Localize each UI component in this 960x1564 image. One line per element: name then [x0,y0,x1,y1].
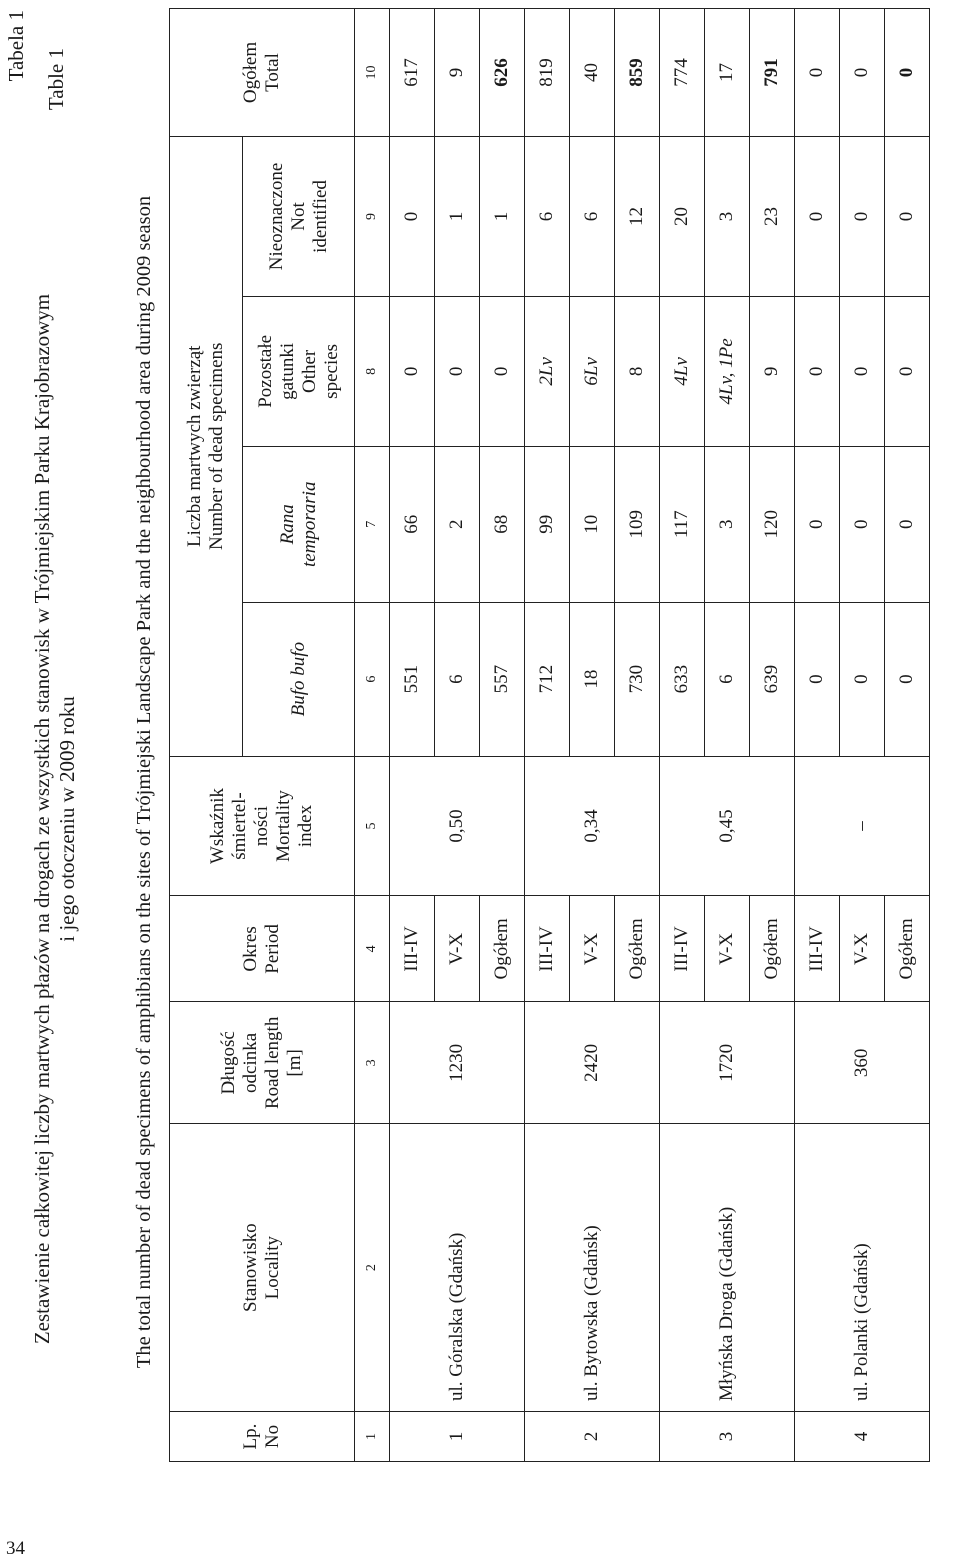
period-cell: V-X [570,896,615,1002]
site-road-length: 360 [795,1002,930,1124]
bufo-count-cell: 0 [840,602,885,756]
header-other-en-2: species [320,343,342,399]
header-bufo-bufo [243,602,355,756]
header-mortality-pl-3: ności [251,805,272,847]
other-species-cell: 0 [390,296,435,446]
mortality-index-cell: 0,50 [390,756,525,896]
not-identified-cell: 12 [615,137,660,297]
other-species-cell: 0 [435,296,480,446]
header-length-pl-2: odcinka [240,1032,261,1093]
header-dead-pl: Liczba martwych zwierząt [184,345,206,548]
period-cell: Ogółem [615,896,660,1002]
not-identified-cell: 1 [435,137,480,297]
table-title-polish-line2: i jego otoczeniu w 2009 roku [55,696,79,942]
bufo-count-cell: 0 [885,602,930,756]
not-identified-cell: 3 [705,137,750,297]
header-rana-1: Rana [276,504,298,545]
header-rana-temporaria [243,446,355,602]
table-label-english: Table 1 [44,48,68,111]
table-row [390,9,435,1462]
total-cell: 0 [885,9,930,137]
bufo-count-cell: 6 [705,602,750,756]
column-index: 3 [355,1002,390,1124]
column-index: 4 [355,896,390,1002]
column-index: 6 [355,602,390,756]
other-species-cell: 9 [750,296,795,446]
header-other-pl-1: Pozostałe [254,334,276,408]
table-title-polish [30,74,80,1564]
column-index: 1 [355,1412,390,1462]
header-rana-2: temporaria [298,481,320,568]
header-locality [170,1124,355,1412]
bufo-count-cell: 730 [615,602,660,756]
header-other-species [243,296,355,446]
total-cell: 617 [390,9,435,137]
not-identified-cell: 0 [885,137,930,297]
total-cell: 626 [480,9,525,137]
header-dead-specimens [170,137,243,757]
header-period-pl: Okres [240,926,261,972]
header-locality-pl: Stanowisko [240,1223,261,1313]
table-row [795,9,840,1462]
site-road-length: 2420 [525,1002,660,1124]
bufo-count-cell: 633 [660,602,705,756]
page-number: 34 [6,1538,25,1559]
header-road-length [170,1002,355,1124]
period-cell: III-IV [525,896,570,1002]
rana-count-cell: 117 [660,446,705,602]
rana-count-cell: 120 [750,446,795,602]
total-cell: 0 [795,9,840,137]
table-row [660,9,705,1462]
header-other-en-1: Other [298,349,320,393]
not-identified-cell: 0 [795,137,840,297]
bufo-count-cell: 6 [435,602,480,756]
rana-count-cell: 109 [615,446,660,602]
period-cell: V-X [435,896,480,1002]
site-road-length: 1720 [660,1002,795,1124]
header-no [170,1412,355,1462]
bufo-count-cell: 712 [525,602,570,756]
header-mortality-index [170,756,355,896]
rana-count-cell: 68 [480,446,525,602]
period-cell: Ogółem [885,896,930,1002]
bufo-count-cell: 551 [390,602,435,756]
header-length-en-1: Road length [262,1016,283,1110]
rana-count-cell: 10 [570,446,615,602]
mortality-index-cell: 0,34 [525,756,660,896]
site-road-length: 1230 [390,1002,525,1124]
header-mortality-pl-2: śmiertel- [229,792,250,860]
not-identified-cell: 0 [840,137,885,297]
other-species-cell: 0 [885,296,930,446]
column-index: 9 [355,137,390,297]
other-species-cell: 0 [480,296,525,446]
header-no-en: No [262,1424,283,1449]
not-identified-cell: 23 [750,137,795,297]
header-period [170,896,355,1002]
total-cell: 17 [705,9,750,137]
other-species-cell: 8 [615,296,660,446]
header-dead-en: Number of dead specimens [206,342,228,550]
site-locality: ul. Polanki (Gdańsk) [795,1124,930,1412]
rana-count-cell: 0 [885,446,930,602]
bufo-count-cell: 18 [570,602,615,756]
column-index: 8 [355,296,390,446]
other-species-cell: 4Lv [660,296,705,446]
not-identified-cell: 6 [570,137,615,297]
total-cell: 9 [435,9,480,137]
rana-count-cell: 99 [525,446,570,602]
total-cell: 0 [840,9,885,137]
column-index: 2 [355,1124,390,1412]
other-species-cell: 0 [795,296,840,446]
not-identified-cell: 20 [660,137,705,297]
rana-count-cell: 2 [435,446,480,602]
site-locality: ul. Góralska (Gdańsk) [390,1124,525,1412]
other-species-cell: 4Lv, 1Pe [705,296,750,446]
site-number: 3 [660,1412,795,1462]
amphibian-mortality-table [169,8,930,1462]
site-locality: Młyńska Droga (Gdańsk) [660,1124,795,1412]
rana-count-cell: 3 [705,446,750,602]
site-number: 2 [525,1412,660,1462]
table-title-polish-line1: Zestawienie całkowitej liczby martwych płazów na drogach ze wszystkich stanowisk w Trójmiejskim Parku Krajobrazowym [30,293,54,1345]
column-index-row [355,9,390,1462]
total-cell: 859 [615,9,660,137]
header-not-identified [243,137,355,297]
period-cell: V-X [705,896,750,1002]
rana-count-cell: 66 [390,446,435,602]
period-cell: III-IV [390,896,435,1002]
period-cell: III-IV [660,896,705,1002]
table-title-english: The total number of dead specimens of amphibians on the sites of Trójmiejski Landscape Park and the neighbourhood area during 2009 season [133,195,155,1369]
not-identified-cell: 1 [480,137,525,297]
table-row [525,9,570,1462]
header-notid-en-2: identified [309,180,331,253]
total-cell: 791 [750,9,795,137]
table-label-polish: Tabela 1 [4,10,28,82]
mortality-index-cell: 0,45 [660,756,795,896]
other-species-cell: 2Lv [525,296,570,446]
header-mortality-pl-1: Wskaźnik [207,788,228,864]
header-row-1 [170,9,243,1462]
header-total-en: Total [262,53,283,92]
site-locality: ul. Bytowska (Gdańsk) [525,1124,660,1412]
mortality-index-cell: – [795,756,930,896]
period-cell: V-X [840,896,885,1002]
total-cell: 40 [570,9,615,137]
rana-count-cell: 0 [840,446,885,602]
bufo-count-cell: 0 [795,602,840,756]
column-index: 7 [355,446,390,602]
header-length-en-2: [m] [284,1049,305,1077]
total-cell: 774 [660,9,705,137]
header-mortality-en-2: index [295,804,316,848]
not-identified-cell: 0 [390,137,435,297]
column-index: 10 [355,9,390,137]
not-identified-cell: 6 [525,137,570,297]
header-notid-en-1: Not [287,202,309,231]
header-length-pl-1: Długość [218,1031,239,1095]
period-cell: Ogółem [750,896,795,1002]
period-cell: Ogółem [480,896,525,1002]
column-index: 5 [355,756,390,896]
site-number: 4 [795,1412,930,1462]
other-species-cell: 0 [840,296,885,446]
site-number: 1 [390,1412,525,1462]
rana-count-cell: 0 [795,446,840,602]
header-no-pl: Lp. [240,1423,261,1450]
header-notid-pl: Nieoznaczone [265,162,287,271]
period-cell: III-IV [795,896,840,1002]
header-total [170,9,355,137]
table-body [390,9,930,1462]
total-cell: 819 [525,9,570,137]
header-total-pl: Ogółem [240,41,261,104]
bufo-count-cell: 639 [750,602,795,756]
header-locality-en: Locality [262,1236,283,1300]
header-period-en: Period [262,924,283,974]
bufo-count-cell: 557 [480,602,525,756]
header-other-pl-2: gatunki [276,342,298,400]
header-bufo-label: Bufo bufo [287,641,309,717]
other-species-cell: 6Lv [570,296,615,446]
header-mortality-en-1: Mortality [273,790,294,862]
